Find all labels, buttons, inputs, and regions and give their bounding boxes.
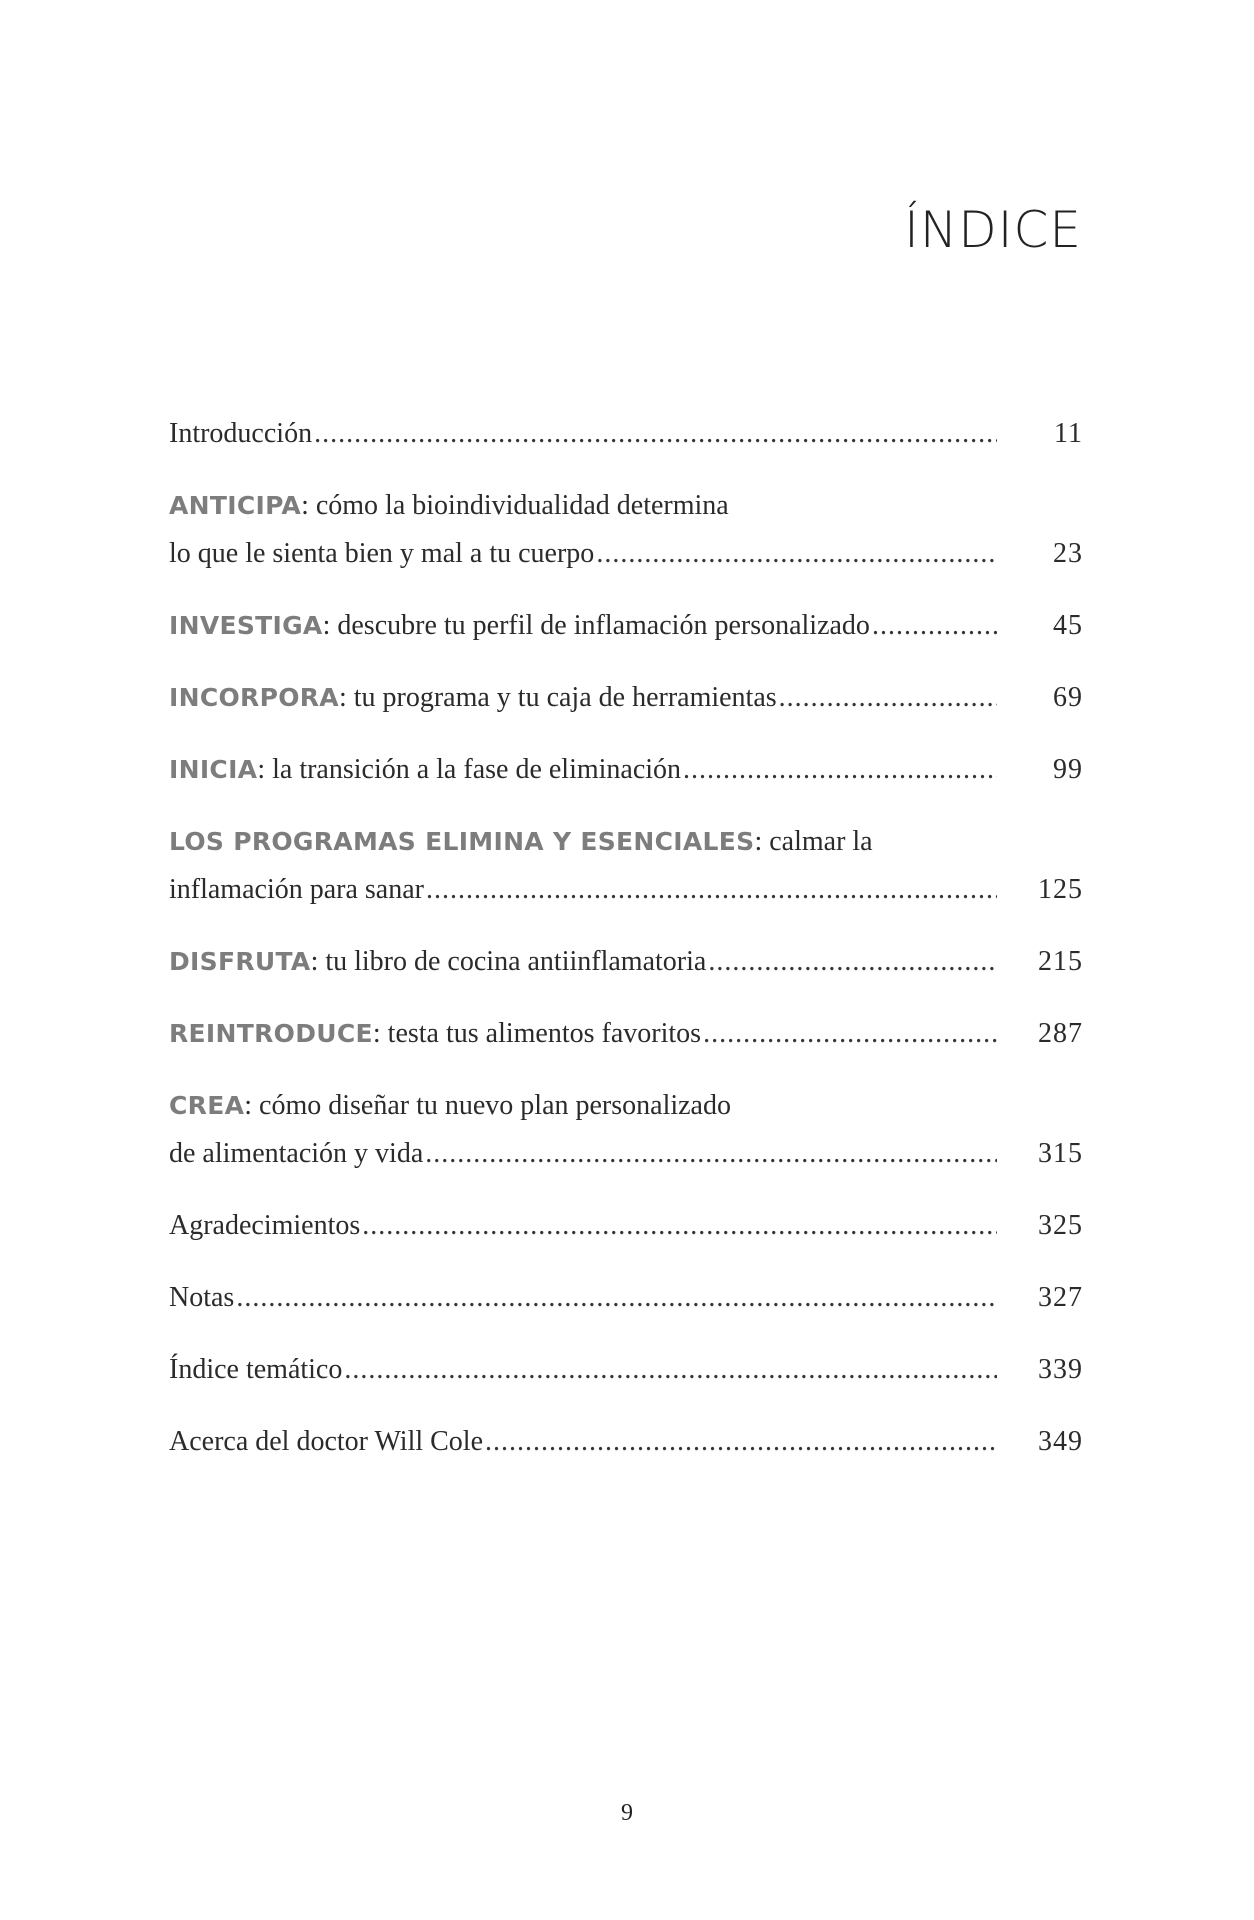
dot-leader — [426, 866, 997, 914]
toc-entry — [169, 1346, 1083, 1394]
toc-line — [169, 482, 1083, 530]
dot-leader — [708, 938, 997, 986]
toc-line-text — [169, 938, 706, 986]
toc-entry — [169, 602, 1083, 650]
entry-title: Introducción — [169, 418, 313, 449]
toc-line-text — [169, 674, 777, 722]
toc-entry — [169, 410, 1083, 458]
dot-leader — [703, 1010, 997, 1058]
entry-title: Índice temático — [169, 1354, 343, 1385]
toc-line — [169, 602, 1083, 650]
entry-page-number: 45 — [1053, 610, 1083, 641]
toc-line-text — [169, 482, 729, 530]
toc-line — [169, 938, 1083, 986]
entry-title: : testa tus alimentos favoritos — [372, 1018, 702, 1049]
toc-line — [169, 818, 1083, 866]
page-number: 9 — [621, 1800, 633, 1826]
entry-title: : calmar la — [754, 826, 873, 857]
toc-entry — [169, 1010, 1083, 1058]
toc-line-text — [169, 1418, 483, 1466]
toc-line — [169, 1010, 1083, 1058]
page-title: ÍNDICE — [904, 201, 1082, 259]
entry-title: : cómo la bioindividualidad determina — [301, 490, 729, 521]
toc-entry — [169, 482, 1083, 578]
entry-title: : tu programa y tu caja de herramientas — [338, 682, 777, 713]
dot-leader — [596, 530, 997, 578]
section-keyword: INCORPORA — [169, 683, 339, 712]
toc-line — [169, 866, 1083, 914]
toc-line — [169, 1082, 1083, 1130]
toc-entry — [169, 938, 1083, 986]
toc-line-text — [169, 530, 594, 578]
toc-line — [169, 530, 1083, 578]
toc-entry — [169, 1418, 1083, 1466]
toc-line-text — [169, 1274, 234, 1322]
toc-line-text — [169, 818, 873, 866]
toc-line — [169, 410, 1083, 458]
toc-line-text — [169, 410, 312, 458]
entry-page-number: 125 — [1038, 874, 1083, 905]
section-keyword: DISFRUTA — [169, 947, 311, 976]
toc-entry — [169, 1082, 1083, 1178]
section-keyword: REINTRODUCE — [169, 1019, 373, 1048]
entry-page-number: 315 — [1038, 1138, 1083, 1169]
entry-page-number: 99 — [1053, 754, 1083, 785]
entry-title: : la transición a la fase de eliminación — [257, 754, 682, 785]
dot-leader — [779, 674, 997, 722]
entry-page-number: 11 — [1054, 418, 1083, 449]
toc-line-text — [169, 1202, 360, 1250]
toc-line — [169, 1418, 1083, 1466]
toc-line-text — [169, 1010, 701, 1058]
entry-title: : descubre tu perfil de inflamación personalizado — [322, 610, 870, 641]
dot-leader — [485, 1418, 997, 1466]
entry-page-number: 215 — [1038, 946, 1083, 977]
section-keyword: CREA — [169, 1091, 245, 1120]
toc-line-text — [169, 1346, 342, 1394]
entry-title: lo que le sienta bien y mal a tu cuerpo — [169, 538, 595, 569]
toc-line-text — [169, 1082, 731, 1130]
toc-line — [169, 1202, 1083, 1250]
dot-leader — [236, 1274, 997, 1322]
dot-leader — [362, 1202, 997, 1250]
toc-line — [169, 1274, 1083, 1322]
dot-leader — [344, 1346, 997, 1394]
toc-line-text — [169, 1130, 423, 1178]
entry-page-number: 339 — [1038, 1354, 1083, 1385]
toc-line — [169, 1346, 1083, 1394]
entry-title: : tu libro de cocina antiinflamatoria — [310, 946, 707, 977]
toc-line-text — [169, 602, 870, 650]
entry-title: inflamación para sanar — [169, 874, 424, 905]
toc-line — [169, 746, 1083, 794]
table-of-contents — [169, 410, 1083, 1490]
entry-page-number: 69 — [1053, 682, 1083, 713]
dot-leader — [683, 746, 997, 794]
toc-entry — [169, 746, 1083, 794]
section-keyword: INICIA — [169, 755, 258, 784]
section-keyword: INVESTIGA — [169, 611, 323, 640]
toc-entry — [169, 674, 1083, 722]
entry-title: Agradecimientos — [169, 1210, 361, 1241]
toc-line-text — [169, 866, 424, 914]
entry-title: : cómo diseñar tu nuevo plan personalizado — [244, 1090, 731, 1121]
entry-page-number: 325 — [1038, 1210, 1083, 1241]
entry-page-number: 327 — [1038, 1282, 1083, 1313]
toc-entry — [169, 818, 1083, 914]
section-keyword: ANTICIPA — [169, 491, 302, 520]
entry-page-number: 23 — [1053, 538, 1083, 569]
entry-page-number: 287 — [1038, 1018, 1083, 1049]
dot-leader — [314, 410, 997, 458]
toc-line — [169, 1130, 1083, 1178]
entry-page-number: 349 — [1038, 1426, 1083, 1457]
section-keyword: LOS PROGRAMAS ELIMINA Y ESENCIALES — [169, 827, 755, 856]
toc-entry — [169, 1202, 1083, 1250]
entry-title: de alimentación y vida — [169, 1138, 424, 1169]
toc-line — [169, 674, 1083, 722]
dot-leader — [425, 1130, 997, 1178]
toc-line-text — [169, 746, 681, 794]
entry-title: Notas — [169, 1282, 235, 1313]
dot-leader — [872, 602, 997, 650]
toc-entry — [169, 1274, 1083, 1322]
entry-title: Acerca del doctor Will Cole — [169, 1426, 484, 1457]
